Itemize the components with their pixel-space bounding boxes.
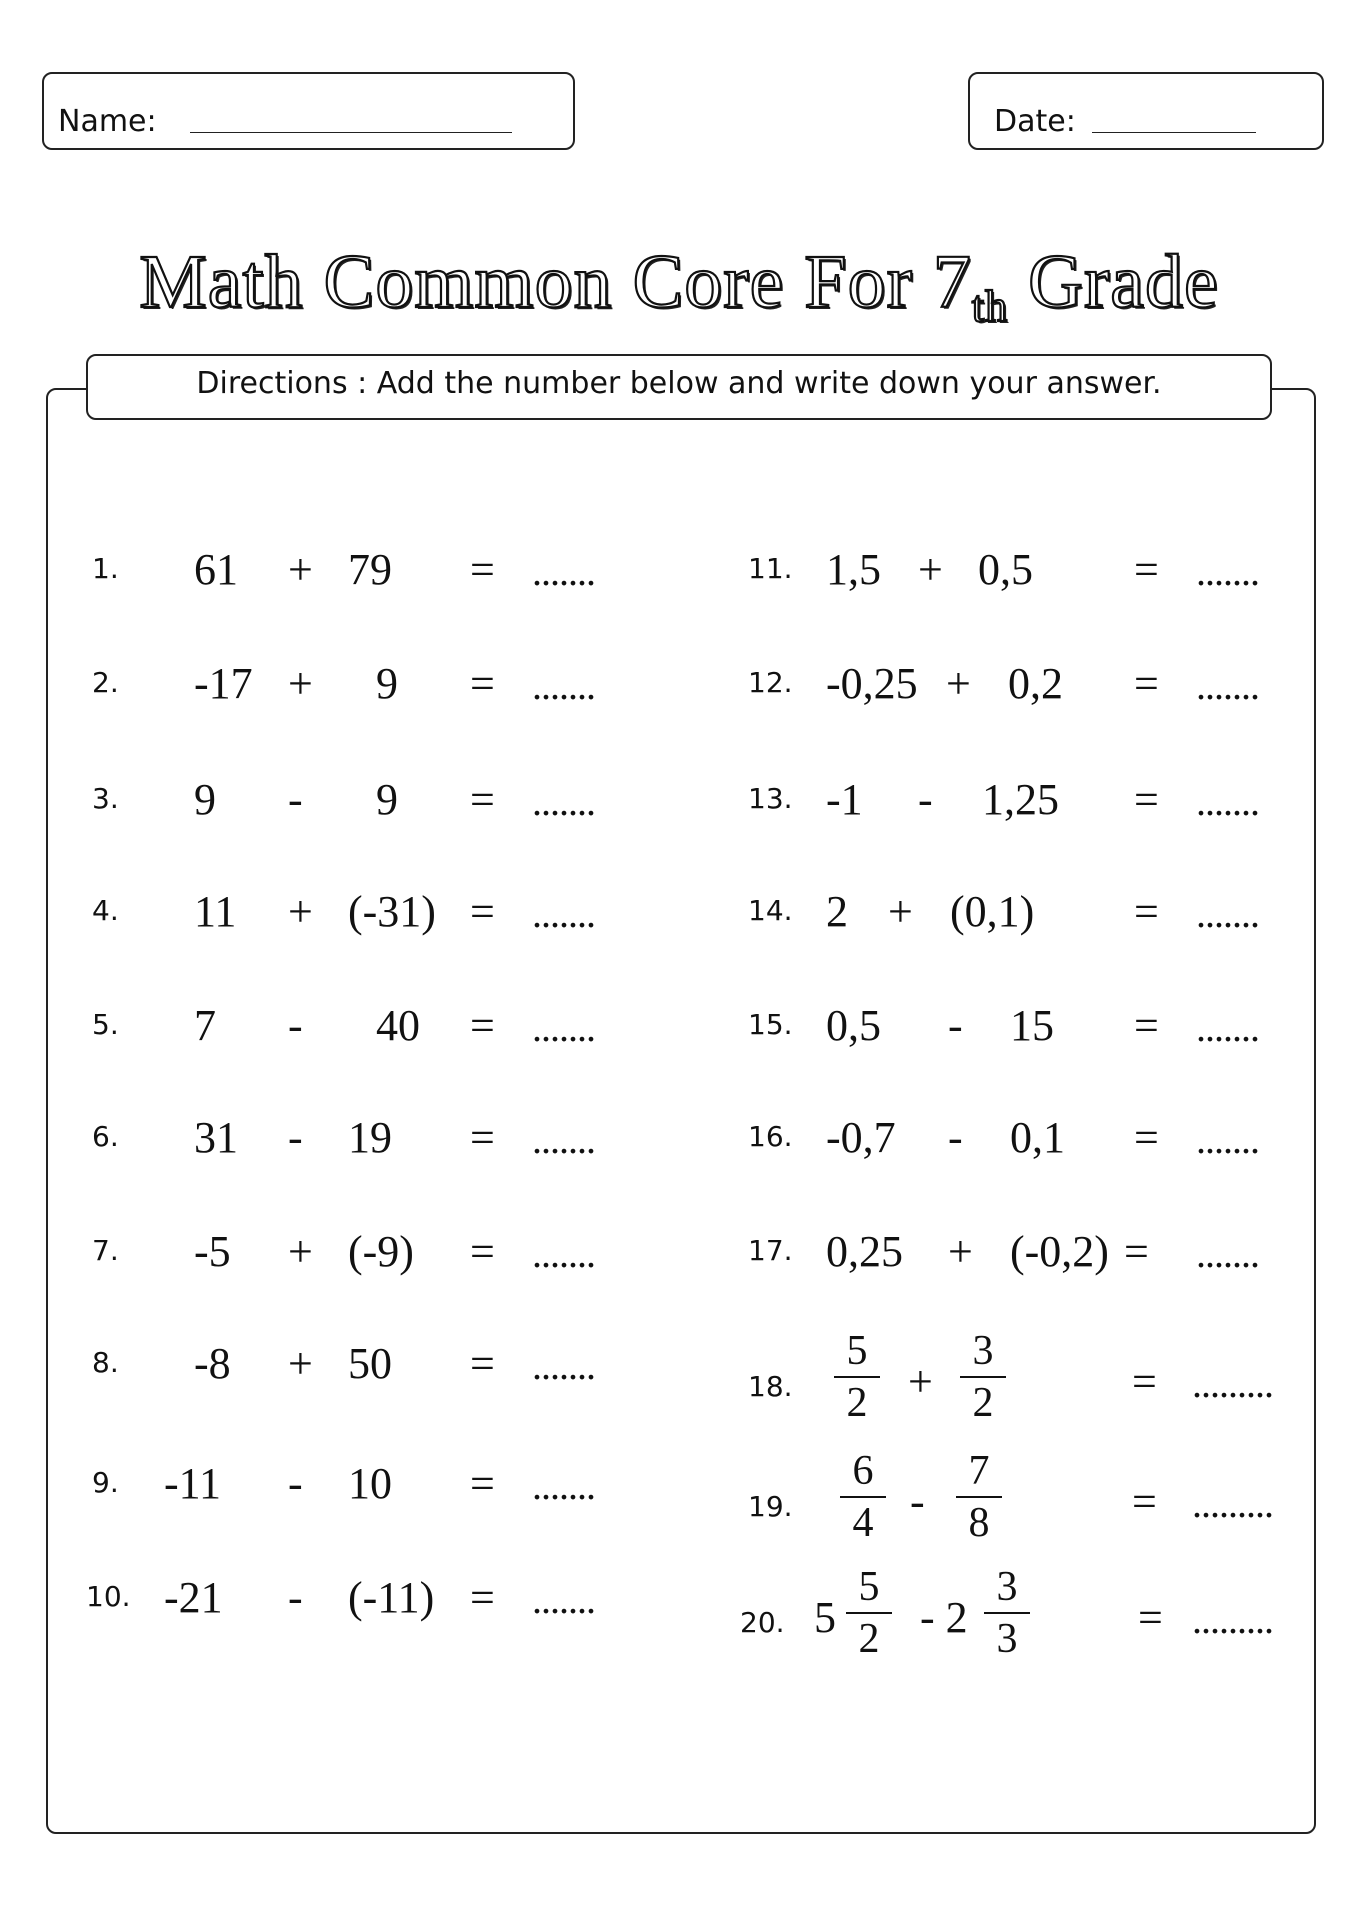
denominator: 8: [968, 1500, 990, 1546]
answer-blank[interactable]: .......: [1196, 1005, 1259, 1050]
problem-number: 15.: [748, 1008, 793, 1041]
operand-b: 0,5: [978, 545, 1033, 594]
answer-blank[interactable]: .......: [1196, 891, 1259, 936]
problem-number: 19.: [748, 1490, 793, 1523]
equals-sign: =: [470, 1459, 495, 1508]
operand-a: -1: [826, 775, 863, 824]
denominator: 2: [846, 1380, 868, 1426]
operator: +: [288, 887, 313, 936]
problem-number: 12.: [748, 666, 793, 699]
page-title: [0, 240, 1358, 331]
worksheet-frame: [46, 388, 1316, 1834]
problem-number: 16.: [748, 1120, 793, 1153]
name-box[interactable]: [42, 72, 575, 150]
operand-b: 10: [348, 1459, 392, 1508]
operand-b: 19: [348, 1113, 392, 1162]
equals-sign: =: [470, 1227, 495, 1276]
name-line: [190, 132, 512, 133]
numerator: 5: [858, 1564, 880, 1610]
operator: -: [288, 1113, 303, 1162]
equals-sign: =: [470, 1001, 495, 1050]
operand-a: 0,5: [826, 1001, 881, 1050]
operand-a: 7: [194, 1001, 216, 1050]
date-line: [1092, 132, 1256, 133]
operator: +: [288, 545, 313, 594]
operand-a: 2: [826, 887, 848, 936]
equals-sign: =: [1134, 545, 1159, 594]
answer-blank[interactable]: .......: [532, 1343, 595, 1388]
answer-blank[interactable]: .......: [1196, 663, 1259, 708]
operand-a: -11: [164, 1459, 222, 1508]
whole-number: 5: [814, 1593, 836, 1642]
equals-sign: =: [470, 1573, 495, 1622]
answer-blank[interactable]: .......: [1196, 1231, 1259, 1276]
operand-a: 0,25: [826, 1227, 903, 1276]
problem-number: 7.: [92, 1234, 119, 1267]
operator: -: [918, 775, 933, 824]
title-superscript: th: [971, 282, 1009, 331]
equals-sign: =: [1134, 1001, 1159, 1050]
problem-number: 4.: [92, 894, 119, 927]
operand-a: 9: [194, 775, 216, 824]
numerator: 5: [846, 1328, 868, 1374]
operator: +: [908, 1357, 933, 1406]
directions-text: Directions : Add the number below and write down your answer.: [196, 366, 1162, 401]
answer-blank[interactable]: .........: [1192, 1597, 1273, 1642]
fraction: [840, 1450, 886, 1544]
answer-blank[interactable]: .......: [532, 1005, 595, 1050]
operand-a: 61: [194, 545, 238, 594]
operator: +: [946, 659, 971, 708]
operand-b: 0,1: [1010, 1113, 1065, 1162]
denominator: 4: [852, 1500, 874, 1546]
equals-sign: =: [1134, 659, 1159, 708]
equals-sign: =: [470, 659, 495, 708]
operand-b: (0,1): [950, 887, 1035, 936]
equals-sign: =: [1134, 1113, 1159, 1162]
operator: -: [288, 1001, 303, 1050]
problem-number: 1.: [92, 552, 119, 585]
answer-blank[interactable]: .......: [532, 549, 595, 594]
operand-b: 0,2: [1008, 659, 1063, 708]
operator: - 2: [920, 1593, 968, 1642]
operator: +: [288, 1227, 313, 1276]
denominator: 3: [996, 1616, 1018, 1662]
problem-number: 10.: [86, 1580, 131, 1613]
problem-number: 6.: [92, 1120, 119, 1153]
operand-a: -5: [194, 1227, 231, 1276]
answer-blank[interactable]: .......: [532, 1577, 595, 1622]
title-end: Grade: [1008, 240, 1219, 324]
problem-number: 3.: [92, 782, 119, 815]
operator: +: [288, 1339, 313, 1388]
answer-blank[interactable]: .........: [1192, 1361, 1273, 1406]
fraction: [834, 1330, 880, 1424]
operand-b: (-11): [348, 1573, 435, 1622]
operand-a: -21: [164, 1573, 223, 1622]
operator: +: [918, 545, 943, 594]
operator: -: [948, 1113, 963, 1162]
directions-box: [86, 354, 1272, 420]
operand-b: 9: [376, 775, 398, 824]
numerator: 3: [996, 1564, 1018, 1610]
equals-sign: =: [470, 1339, 495, 1388]
problem-number: 9.: [92, 1466, 119, 1499]
equals-sign: =: [1134, 887, 1159, 936]
equals-sign: =: [470, 1113, 495, 1162]
denominator: 2: [858, 1616, 880, 1662]
operand-a: -0,25: [826, 659, 918, 708]
problem-number: 2.: [92, 666, 119, 699]
operator: -: [948, 1001, 963, 1050]
problem-number: 14.: [748, 894, 793, 927]
operator: +: [888, 887, 913, 936]
operand-a: -0,7: [826, 1113, 896, 1162]
equals-sign: =: [1132, 1477, 1157, 1526]
operand-b: (-31): [348, 887, 436, 936]
operand-b: 9: [376, 659, 398, 708]
answer-blank[interactable]: .......: [1196, 549, 1259, 594]
operand-a: -8: [194, 1339, 231, 1388]
operand-b: 40: [376, 1001, 420, 1050]
operand-b: (-0,2): [1010, 1227, 1109, 1276]
equals-sign: =: [470, 887, 495, 936]
answer-blank[interactable]: .......: [532, 1463, 595, 1508]
equals-sign: =: [1138, 1593, 1163, 1642]
fraction: [960, 1330, 1006, 1424]
equals-sign: =: [470, 545, 495, 594]
operand-a: -17: [194, 659, 253, 708]
denominator: 2: [972, 1380, 994, 1426]
answer-blank[interactable]: .......: [532, 891, 595, 936]
operand-b: 1,25: [982, 775, 1059, 824]
operand-a: 1,5: [826, 545, 881, 594]
date-label: Date:: [994, 104, 1076, 139]
equals-sign: =: [1132, 1357, 1157, 1406]
equals-sign: =: [1124, 1227, 1149, 1276]
problem-number: 18.: [748, 1370, 793, 1403]
date-box[interactable]: [968, 72, 1324, 150]
problem-number: 11.: [748, 552, 793, 585]
equals-sign: =: [1134, 775, 1159, 824]
answer-blank[interactable]: .......: [532, 779, 595, 824]
fraction: [984, 1566, 1030, 1660]
operator: +: [288, 659, 313, 708]
problem-number: 17.: [748, 1234, 793, 1267]
problem-number: 20.: [740, 1606, 785, 1639]
answer-blank[interactable]: .......: [532, 1117, 595, 1162]
fraction: [846, 1566, 892, 1660]
operand-b: (-9): [348, 1227, 414, 1276]
problem-number: 13.: [748, 782, 793, 815]
numerator: 3: [972, 1328, 994, 1374]
answer-blank[interactable]: .........: [1192, 1481, 1273, 1526]
operator: -: [288, 775, 303, 824]
problem-number: 5.: [92, 1008, 119, 1041]
fraction: [956, 1450, 1002, 1544]
answer-blank[interactable]: .......: [1196, 779, 1259, 824]
operator: -: [288, 1459, 303, 1508]
operand-b: 15: [1010, 1001, 1054, 1050]
operator: +: [948, 1227, 973, 1276]
operator: -: [288, 1573, 303, 1622]
numerator: 7: [968, 1448, 990, 1494]
answer-blank[interactable]: .......: [1196, 1117, 1259, 1162]
numerator: 6: [852, 1448, 874, 1494]
operator: -: [910, 1477, 925, 1526]
answer-blank[interactable]: .......: [532, 663, 595, 708]
operand-a: 11: [194, 887, 237, 936]
title-main: Math Common Core For 7: [139, 240, 972, 324]
operand-a: 31: [194, 1113, 238, 1162]
problem-number: 8.: [92, 1346, 119, 1379]
equals-sign: =: [470, 775, 495, 824]
answer-blank[interactable]: .......: [532, 1231, 595, 1276]
operand-b: 50: [348, 1339, 392, 1388]
operand-b: 79: [348, 545, 392, 594]
name-label: Name:: [58, 104, 157, 139]
